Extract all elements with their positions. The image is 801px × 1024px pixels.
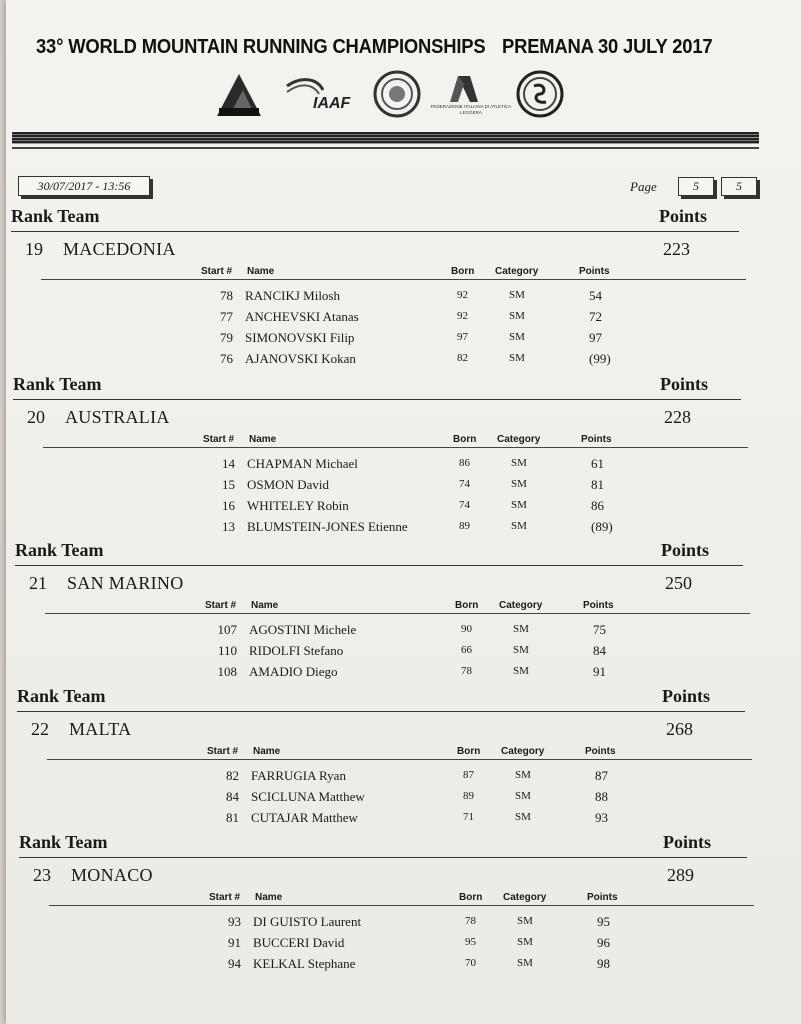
start-number-header: Start # xyxy=(201,266,233,277)
athlete-name: DI GUISTO Laurent xyxy=(253,914,362,929)
name-header: Name xyxy=(247,266,275,277)
page-current: 5 xyxy=(678,177,714,196)
category: SM xyxy=(511,520,527,532)
start-number: 84 xyxy=(226,789,239,804)
category: SM xyxy=(509,289,525,301)
athlete-points: 93 xyxy=(595,810,608,825)
category-header: Category xyxy=(503,892,547,903)
born-header: Born xyxy=(451,266,475,277)
category: SM xyxy=(509,331,525,343)
athlete-name: FARRUGIA Ryan xyxy=(251,768,346,783)
start-number: 93 xyxy=(228,914,241,929)
team-rank: 23 xyxy=(33,865,51,885)
name-header: Name xyxy=(255,892,283,903)
name-header: Name xyxy=(251,600,279,611)
start-number-header: Start # xyxy=(205,600,237,611)
athlete-points: 91 xyxy=(593,664,606,679)
start-number: 107 xyxy=(217,622,237,637)
team-rank: 20 xyxy=(27,407,45,427)
team-total-points: 268 xyxy=(666,719,693,739)
team-section xyxy=(15,540,775,710)
points-header: Points xyxy=(661,540,710,560)
athlete-name: AGOSTINI Michele xyxy=(249,622,357,637)
born-year: 71 xyxy=(463,811,474,823)
athlete-name: KELKAL Stephane xyxy=(253,956,356,971)
athlete-points: 84 xyxy=(593,643,606,658)
athlete-name: AJANOVSKI Kokan xyxy=(245,351,356,366)
category: SM xyxy=(515,790,531,802)
athlete-points: 87 xyxy=(595,768,608,783)
team-name: MACEDONIA xyxy=(63,239,176,259)
start-number: 110 xyxy=(217,643,237,658)
born-year: 92 xyxy=(457,310,468,322)
team-section xyxy=(19,832,779,1002)
points-header: Points xyxy=(662,686,711,706)
born-header: Born xyxy=(457,746,481,757)
born-header: Born xyxy=(453,434,477,445)
start-number: 79 xyxy=(220,330,233,345)
start-number: 108 xyxy=(217,664,237,679)
team-total-points: 250 xyxy=(665,573,692,593)
born-year: 74 xyxy=(459,499,470,511)
category-header: Category xyxy=(497,434,541,445)
athlete-name: OSMON David xyxy=(247,477,329,492)
athlete-name: RIDOLFI Stefano xyxy=(249,643,344,658)
results-sheet xyxy=(6,0,801,1024)
category: SM xyxy=(511,457,527,469)
points-column-header: Points xyxy=(585,746,616,757)
start-number-header: Start # xyxy=(209,892,241,903)
championship-title: 33° WORLD MOUNTAIN RUNNING CHAMPIONSHIPS xyxy=(36,36,486,58)
born-year: 92 xyxy=(457,289,468,301)
team-name: SAN MARINO xyxy=(67,573,184,593)
category: SM xyxy=(517,915,533,927)
born-year: 89 xyxy=(459,520,470,532)
start-number: 81 xyxy=(226,810,239,825)
category: SM xyxy=(517,936,533,948)
category: SM xyxy=(509,352,525,364)
page-title xyxy=(36,36,713,59)
page-total: 5 xyxy=(721,177,757,196)
team-section xyxy=(13,374,773,544)
fidal-logo: FEDERAZIONE ITALIANA DI ATLETICA LEGGERA xyxy=(436,72,506,120)
start-number: 91 xyxy=(228,935,241,950)
start-number: 78 xyxy=(220,288,233,303)
points-header: Points xyxy=(660,374,709,394)
rank-team-header: Rank Team xyxy=(13,374,102,394)
category: SM xyxy=(515,811,531,823)
header-line xyxy=(11,231,739,232)
rank-team-header: Rank Team xyxy=(15,540,104,560)
wmra-logo xyxy=(211,70,267,120)
column-header-line xyxy=(47,759,752,760)
athlete-name: SIMONOVSKI Filip xyxy=(245,330,355,345)
team-rank: 19 xyxy=(25,239,43,259)
athlete-points: 86 xyxy=(591,498,604,513)
athlete-name: CUTAJAR Matthew xyxy=(251,810,358,825)
athlete-points: 95 xyxy=(597,914,610,929)
born-year: 78 xyxy=(465,915,476,927)
team-rank: 21 xyxy=(29,573,47,593)
athlete-name: BLUMSTEIN-JONES Etienne xyxy=(247,519,408,534)
rank-team-header: Rank Team xyxy=(17,686,106,706)
category: SM xyxy=(513,665,529,677)
start-number: 13 xyxy=(222,519,235,534)
start-number-header: Start # xyxy=(203,434,235,445)
start-number: 94 xyxy=(228,956,241,971)
born-year: 90 xyxy=(461,623,472,635)
rank-team-header: Rank Team xyxy=(19,832,108,852)
start-number: 15 xyxy=(222,477,235,492)
category-header: Category xyxy=(499,600,543,611)
team-section xyxy=(17,686,777,856)
column-header-line xyxy=(45,613,750,614)
athlete-name: CHAPMAN Michael xyxy=(247,456,358,471)
category: SM xyxy=(511,499,527,511)
svg-text:IAAF: IAAF xyxy=(313,95,351,112)
born-header: Born xyxy=(459,892,483,903)
header-line xyxy=(13,399,741,400)
born-year: 89 xyxy=(463,790,474,802)
athlete-name: ANCHEVSKI Atanas xyxy=(245,309,359,324)
athlete-points: 75 xyxy=(593,622,606,637)
start-number: 14 xyxy=(222,456,235,471)
team-name: AUSTRALIA xyxy=(65,407,170,427)
start-number: 82 xyxy=(226,768,239,783)
rank-team-header: Rank Team xyxy=(11,206,100,226)
start-number-header: Start # xyxy=(207,746,239,757)
category: SM xyxy=(509,310,525,322)
header-line xyxy=(19,857,747,858)
points-header: Points xyxy=(659,206,708,226)
born-year: 74 xyxy=(459,478,470,490)
born-header: Born xyxy=(455,600,479,611)
athlete-points: 72 xyxy=(589,309,602,324)
event-location-date: PREMANA 30 JULY 2017 xyxy=(502,36,713,58)
born-year: 82 xyxy=(457,352,468,364)
athlete-points: (99) xyxy=(589,351,611,366)
team-total-points: 223 xyxy=(663,239,690,259)
category: SM xyxy=(513,644,529,656)
born-year: 70 xyxy=(465,957,476,969)
athlete-name: AMADIO Diego xyxy=(249,664,338,679)
points-column-header: Points xyxy=(587,892,618,903)
category: SM xyxy=(513,623,529,635)
athlete-points: 81 xyxy=(591,477,604,492)
coin-logo xyxy=(516,70,564,118)
athlete-points: 54 xyxy=(589,288,602,303)
iaaf-logo xyxy=(283,74,363,118)
column-header-line xyxy=(49,905,754,906)
start-number: 16 xyxy=(222,498,235,513)
points-column-header: Points xyxy=(579,266,610,277)
born-year: 87 xyxy=(463,769,474,781)
header-line xyxy=(15,565,743,566)
athlete-points: 97 xyxy=(589,330,602,345)
name-header: Name xyxy=(249,434,277,445)
seal-logo xyxy=(373,70,421,118)
category: SM xyxy=(511,478,527,490)
born-year: 86 xyxy=(459,457,470,469)
team-rank: 22 xyxy=(31,719,49,739)
name-header: Name xyxy=(253,746,281,757)
born-year: 66 xyxy=(461,644,472,656)
column-header-line xyxy=(43,447,748,448)
athlete-points: (89) xyxy=(591,519,613,534)
start-number: 76 xyxy=(220,351,233,366)
born-year: 97 xyxy=(457,331,468,343)
points-header: Points xyxy=(663,832,712,852)
points-column-header: Points xyxy=(581,434,612,445)
page-label: Page xyxy=(630,179,657,194)
team-name: MONACO xyxy=(71,865,153,885)
start-number: 77 xyxy=(220,309,233,324)
header-rule xyxy=(12,132,759,144)
team-section xyxy=(11,206,771,376)
athlete-name: WHITELEY Robin xyxy=(247,498,349,513)
category-header: Category xyxy=(495,266,539,277)
points-column-header: Points xyxy=(583,600,614,611)
athlete-points: 96 xyxy=(597,935,610,950)
header-line xyxy=(17,711,745,712)
athlete-points: 61 xyxy=(591,456,604,471)
team-total-points: 228 xyxy=(664,407,691,427)
sponsor-logos xyxy=(211,70,571,126)
print-datetime: 30/07/2017 - 13:56 xyxy=(18,176,150,196)
athlete-name: BUCCERI David xyxy=(253,935,345,950)
athlete-name: RANCIKJ Milosh xyxy=(245,288,340,303)
header-rule-thin xyxy=(12,147,759,149)
category: SM xyxy=(517,957,533,969)
born-year: 78 xyxy=(461,665,472,677)
athlete-points: 98 xyxy=(597,956,610,971)
column-header-line xyxy=(41,279,746,280)
category: SM xyxy=(515,769,531,781)
team-total-points: 289 xyxy=(667,865,694,885)
born-year: 95 xyxy=(465,936,476,948)
athlete-name: SCICLUNA Matthew xyxy=(251,789,365,804)
team-name: MALTA xyxy=(69,719,132,739)
category-header: Category xyxy=(501,746,545,757)
athlete-points: 88 xyxy=(595,789,608,804)
